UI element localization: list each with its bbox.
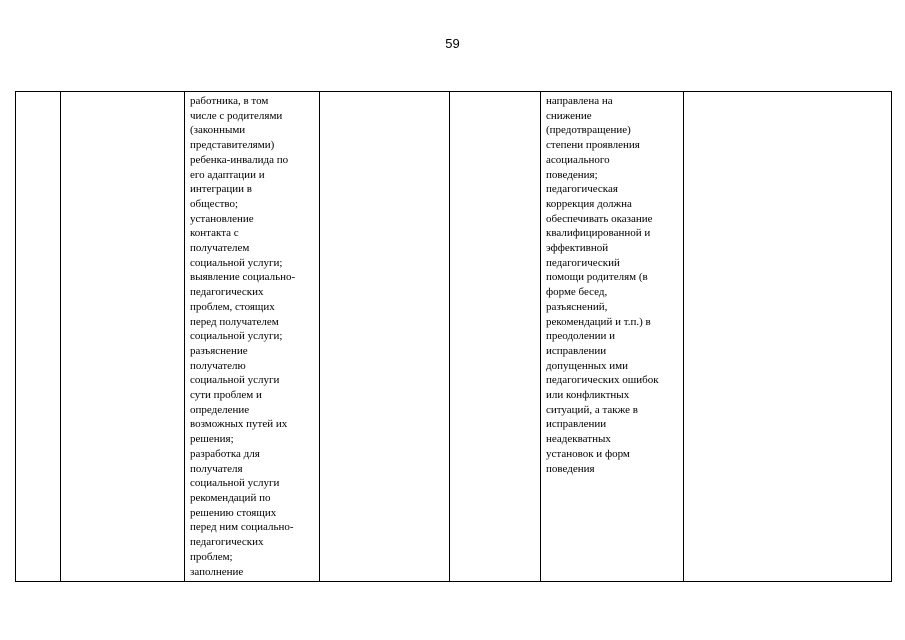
table-cell-col-1: [16, 92, 61, 582]
cell-text-line: допущенных ими: [546, 359, 628, 372]
table-cell-col-4: [320, 92, 450, 582]
cell-text-line: перед ним социально-: [190, 521, 294, 534]
cell-text-line: проблем, стоящих: [190, 300, 275, 313]
cell-text-line: поведения: [546, 462, 595, 475]
cell-text-line: педагогическая: [546, 183, 618, 196]
cell-text-line: социальной услуги;: [190, 256, 283, 269]
cell-text-line: направлена на: [546, 95, 613, 107]
cell-text-line: сути проблем и: [190, 389, 262, 402]
cell-text-line: установок и форм: [546, 447, 630, 460]
cell-text-line: педагогических: [190, 536, 264, 549]
cell-text-line: асоциального: [546, 153, 610, 166]
cell-text-line: (предотвращение): [546, 124, 631, 137]
cell-text-line: преодолении и: [546, 330, 616, 343]
table-cell-col-2: [61, 92, 185, 582]
cell-text-line: исправлении: [546, 418, 607, 431]
cell-text-line: форме бесед,: [546, 286, 608, 299]
table-row: [16, 92, 892, 582]
cell-text-line: контакта с: [190, 227, 239, 240]
cell-text-line: разъяснение: [190, 344, 248, 357]
cell-text-line: получателю: [190, 359, 246, 372]
cell-text-line: разработка для: [190, 447, 260, 460]
cell-text-line: социальной услуги;: [190, 330, 283, 343]
cell-text-line: педагогических ошибок: [546, 374, 659, 387]
cell-text-line: обеспечивать оказание: [546, 212, 653, 225]
cell-text-line: решения;: [190, 433, 234, 446]
cell-text-line: перед получателем: [190, 315, 279, 328]
table-cell-col-6: [541, 92, 684, 582]
cell-text-line: рекомендаций и т.п.) в: [546, 315, 651, 328]
cell-text-line: получателем: [190, 242, 250, 255]
cell-text-line: выявление социально-: [190, 271, 296, 284]
cell-text-line: педагогический: [546, 256, 620, 269]
cell-text-line: неадекватных: [546, 433, 611, 446]
cell-text-line: решению стоящих: [190, 506, 277, 519]
cell-text-line: или конфликтных: [546, 389, 630, 402]
document-table: [15, 91, 892, 582]
cell-text-line: общество;: [190, 197, 239, 210]
cell-text-line: квалифицированной и: [546, 227, 651, 240]
cell-text-line: числе с родителями: [190, 109, 283, 122]
cell-text-line: ситуаций, а также в: [546, 403, 638, 416]
cell-text-line: педагогических: [190, 286, 264, 299]
cell-text-line: определение: [190, 403, 250, 416]
cell-text-line: помощи родителям (в: [546, 271, 648, 284]
page-number: 59: [445, 36, 460, 51]
cell-text-line: интеграции в: [190, 183, 252, 196]
table-cell-col-7: [684, 92, 892, 582]
cell-text-line: поведения;: [546, 168, 598, 181]
cell-text-line: ребенка-инвалида по: [190, 153, 289, 166]
cell-text-line: коррекция должна: [546, 197, 632, 210]
cell-text-line: социальной услуги: [190, 374, 280, 387]
cell-text-line: рекомендаций по: [190, 491, 271, 504]
cell-text-line: разъяснений,: [546, 300, 608, 313]
cell-text-line: получателя: [190, 462, 243, 475]
cell-text-line: представителями): [190, 139, 275, 152]
table-cell-col-3: [185, 92, 320, 582]
cell-text-line: (законными: [190, 124, 246, 137]
cell-text-line: исправлении: [546, 344, 607, 357]
cell-text-line: степени проявления: [546, 139, 640, 152]
cell-text-line: возможных путей их: [190, 418, 288, 431]
cell-text-line: проблем;: [190, 550, 233, 563]
cell-text-line: работника, в том: [190, 95, 269, 107]
cell-text-line: его адаптации и: [190, 168, 265, 181]
cell-text-line: социальной услуги: [190, 477, 280, 490]
cell-text-line: установление: [190, 212, 254, 225]
cell-text-line: заполнение: [190, 565, 244, 578]
cell-text-line: снижение: [546, 109, 592, 122]
cell-text-line: эффективной: [546, 242, 609, 255]
table-cell-col-5: [450, 92, 541, 582]
